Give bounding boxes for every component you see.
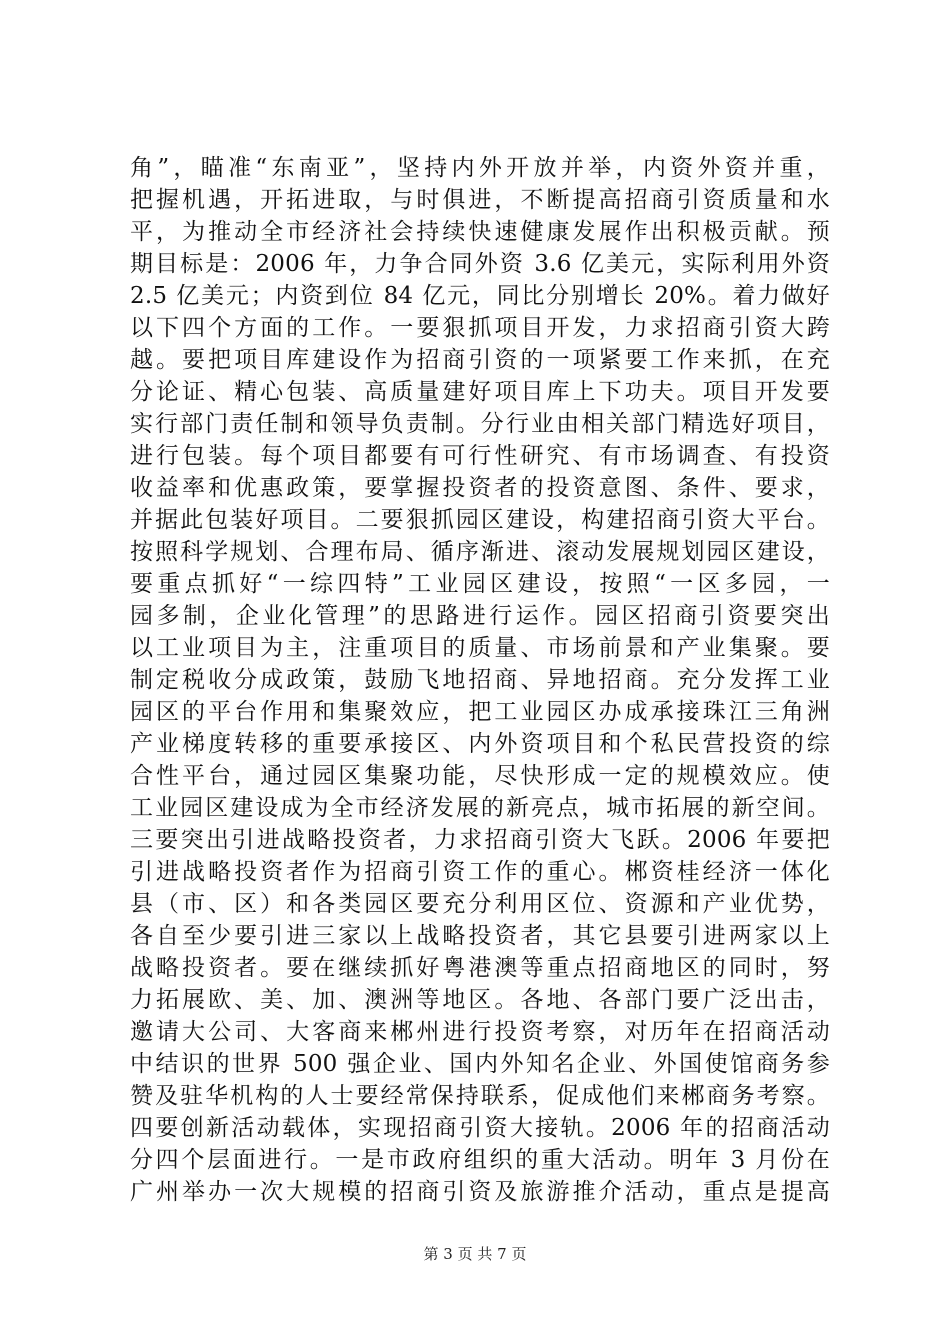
- page-number-footer: 第 3 页 共 7 页: [423, 1245, 527, 1263]
- text-line: 合性平台，通过园区集聚功能，尽快形成一定的规模效应。使: [130, 763, 830, 789]
- text-line: 以下四个方面的工作。一要狠抓项目开发，力求招商引资大跨: [130, 315, 830, 341]
- body-text: [130, 152, 830, 1208]
- text-line: 以工业项目为主，注重项目的质量、市场前景和产业集聚。要: [130, 635, 830, 661]
- text-line: 园多制，企业化管理”的思路进行运作。园区招商引资要突出: [130, 603, 830, 629]
- text-line: 并据此包装好项目。二要狠抓园区建设，构建招商引资大平台。: [130, 507, 830, 533]
- text-line: 平，为推动全市经济社会持续快速健康发展作出积极贡献。预: [130, 219, 830, 245]
- text-line: 按照科学规划、合理布局、循序渐进、滚动发展规划园区建设，: [130, 539, 830, 565]
- text-line: 产业梯度转移的重要承接区、内外资项目和个私民营投资的综: [130, 731, 830, 757]
- text-line: 中结识的世界 500 强企业、国内外知名企业、外国使馆商务参: [130, 1051, 830, 1077]
- text-line: 战略投资者。要在继续抓好粤港澳等重点招商地区的同时，努: [130, 955, 830, 981]
- text-line: 越。要把项目库建设作为招商引资的一项紧要工作来抓，在充: [130, 347, 830, 373]
- text-line: 2.5 亿美元；内资到位 84 亿元，同比分别增长 20%。着力做好: [130, 283, 830, 309]
- text-line: 分论证、精心包装、高质量建好项目库上下功夫。项目开发要: [130, 379, 830, 405]
- text-line: 县（市、区）和各类园区要充分利用区位、资源和产业优势，: [130, 891, 830, 917]
- text-line: 邀请大公司、大客商来郴州进行投资考察，对历年在招商活动: [130, 1019, 830, 1045]
- text-line: 分四个层面进行。一是市政府组织的重大活动。明年 3 月份在: [130, 1147, 830, 1173]
- text-line: 把握机遇，开拓进取，与时俱进，不断提高招商引资质量和水: [130, 187, 830, 213]
- text-line: 期目标是：2006 年，力争合同外资 3.6 亿美元，实际利用外资: [130, 251, 830, 277]
- text-line: 力拓展欧、美、加、澳洲等地区。各地、各部门要广泛出击，: [130, 987, 830, 1013]
- text-line: 制定税收分成政策，鼓励飞地招商、异地招商。充分发挥工业: [130, 667, 830, 693]
- text-line: 收益率和优惠政策，要掌握投资者的投资意图、条件、要求，: [130, 475, 830, 501]
- text-line: 园区的平台作用和集聚效应，把工业园区办成承接珠江三角洲: [130, 699, 830, 725]
- text-line: 赞及驻华机构的人士要经常保持联系，促成他们来郴商务考察。: [130, 1083, 830, 1109]
- text-line: 进行包装。每个项目都要有可行性研究、有市场调查、有投资: [130, 443, 830, 469]
- text-line: 角”，瞄准“东南亚”，坚持内外开放并举，内资外资并重，: [130, 155, 830, 181]
- text-line: 各自至少要引进三家以上战略投资者，其它县要引进两家以上: [130, 923, 830, 949]
- text-line: 三要突出引进战略投资者，力求招商引资大飞跃。2006 年要把: [130, 827, 830, 853]
- text-line: 要重点抓好“一综四特”工业园区建设，按照“一区多园，一: [130, 571, 830, 597]
- text-line: 引进战略投资者作为招商引资工作的重心。郴资桂经济一体化: [130, 859, 830, 885]
- text-line: 工业园区建设成为全市经济发展的新亮点，城市拓展的新空间。: [130, 795, 830, 821]
- text-line: 广州举办一次大规模的招商引资及旅游推介活动，重点是提高: [130, 1179, 830, 1205]
- text-line: 实行部门责任制和领导负责制。分行业由相关部门精选好项目，: [130, 411, 830, 437]
- text-line: 四要创新活动载体，实现招商引资大接轨。2006 年的招商活动: [130, 1115, 830, 1141]
